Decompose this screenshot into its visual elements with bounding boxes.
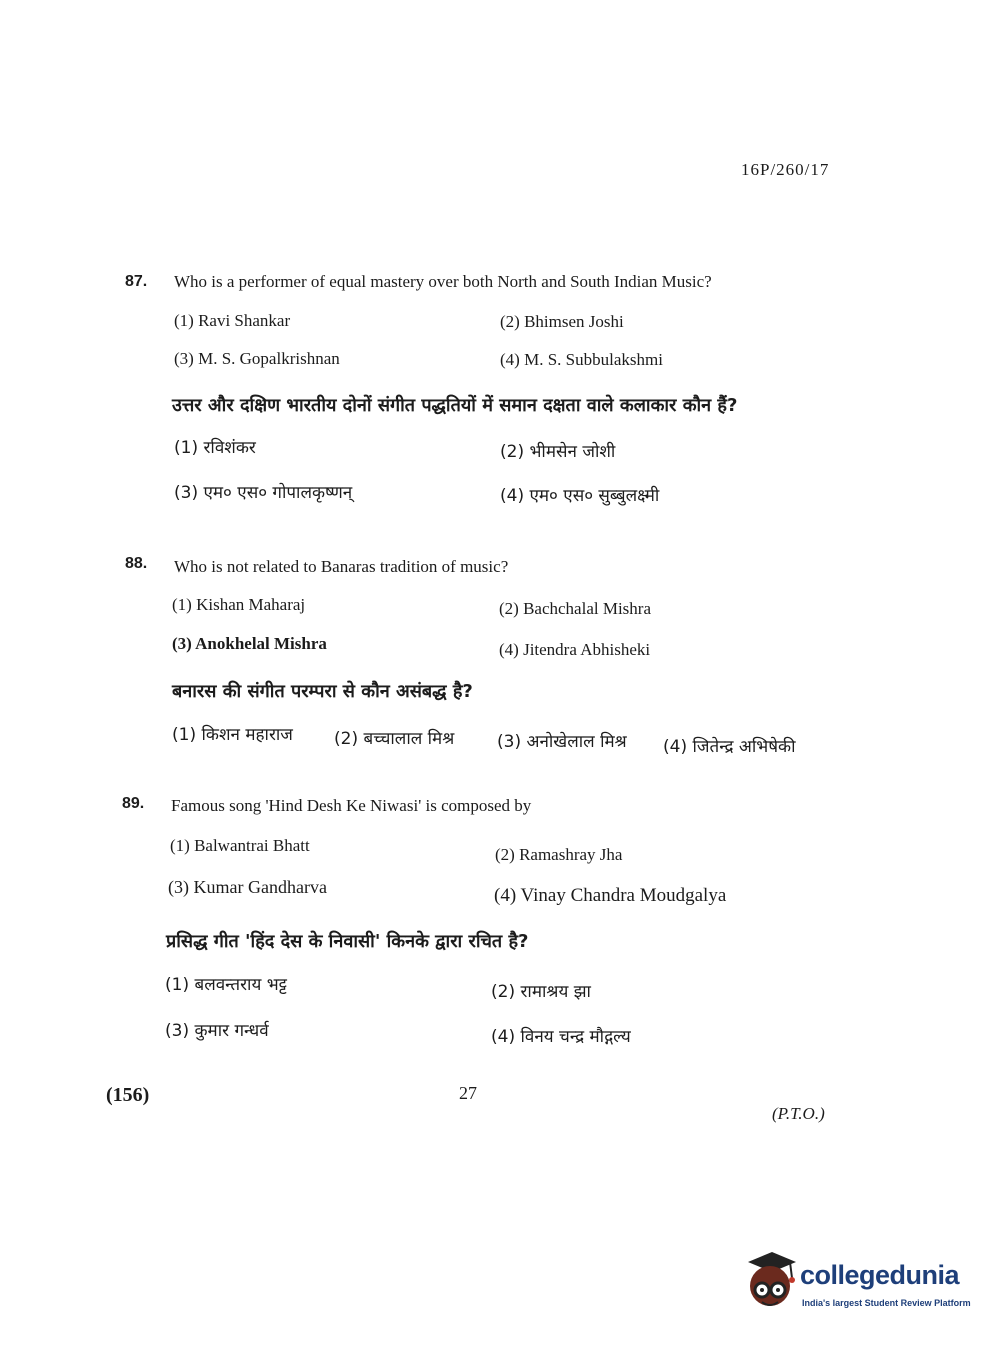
q88-option-3-hi: (3) अनोखेलाल मिश्र [497, 732, 627, 752]
collegedunia-logo [742, 1248, 972, 1318]
q88-option-2-en: (2) Bachchalal Mishra [499, 599, 651, 618]
q89-option-4-en: (4) Vinay Chandra Moudgalya [494, 885, 727, 906]
q87-option-1-hi: (1) रविशंकर [174, 438, 256, 458]
mascot-icon [742, 1248, 800, 1316]
question-89-text-hi: प्रसिद्ध गीत 'हिंद देस के निवासी' किनके द्वारा रचित है? [166, 931, 529, 952]
footer-code: (156) [106, 1084, 150, 1106]
q88-option-3-en: (3) Anokhelal Mishra [172, 634, 327, 653]
q89-option-2-hi: (2) रामाश्रय झा [491, 982, 591, 1002]
q89-option-3-hi: (3) कुमार गन्धर्व [165, 1021, 269, 1041]
question-88-text-en: Who is not related to Banaras tradition of music? [174, 557, 509, 576]
question-89-number: 89. [122, 795, 145, 812]
q87-option-2-en: (2) Bhimsen Joshi [500, 312, 624, 331]
q89-option-3-en: (3) Kumar Gandharva [168, 877, 327, 897]
q87-option-2-hi: (2) भीमसेन जोशी [500, 442, 616, 462]
logo-tagline: India's largest Student Review Platform [802, 1298, 971, 1308]
q87-option-4-en: (4) M. S. Subbulakshmi [500, 350, 663, 369]
q88-option-2-hi: (2) बच्चालाल मिश्र [334, 729, 455, 749]
page-number: 27 [459, 1083, 477, 1103]
q88-option-1-hi: (1) किशन महाराज [172, 725, 293, 745]
question-88-number: 88. [125, 555, 148, 572]
paper-code: 16P/260/17 [741, 160, 830, 179]
question-88-text-hi: बनारस की संगीत परम्परा से कौन असंबद्ध है? [172, 681, 473, 702]
question-87-text-hi: उत्तर और दक्षिण भारतीय दोनों संगीत पद्धतियों में समान दक्षता वाले कलाकार कौन हैं? [172, 395, 738, 416]
q88-option-1-en: (1) Kishan Maharaj [172, 595, 306, 614]
question-89-text-en: Famous song 'Hind Desh Ke Niwasi' is composed by [171, 796, 532, 815]
q87-option-3-en: (3) M. S. Gopalkrishnan [174, 349, 340, 368]
q88-option-4-hi: (4) जितेन्द्र अभिषेकी [663, 737, 796, 757]
logo-wordmark: collegedunia [800, 1260, 960, 1290]
q88-option-4-en: (4) Jitendra Abhisheki [499, 640, 651, 659]
q89-option-2-en: (2) Ramashray Jha [495, 845, 623, 864]
q87-option-1-en: (1) Ravi Shankar [174, 311, 291, 330]
q87-option-4-hi: (4) एम० एस० सुब्बुलक्ष्मी [500, 486, 660, 506]
q89-option-1-en: (1) Balwantrai Bhatt [170, 836, 310, 855]
q89-option-1-hi: (1) बलवन्तराय भट्ट [165, 975, 287, 995]
q87-option-3-hi: (3) एम० एस० गोपालकृष्णन् [174, 483, 353, 503]
q89-option-4-hi: (4) विनय चन्द्र मौद्गल्य [491, 1027, 631, 1047]
question-87-text-en: Who is a performer of equal mastery over both North and South Indian Music? [174, 272, 712, 291]
question-87-number: 87. [125, 273, 148, 290]
pto-label: (P.T.O.) [772, 1104, 825, 1123]
